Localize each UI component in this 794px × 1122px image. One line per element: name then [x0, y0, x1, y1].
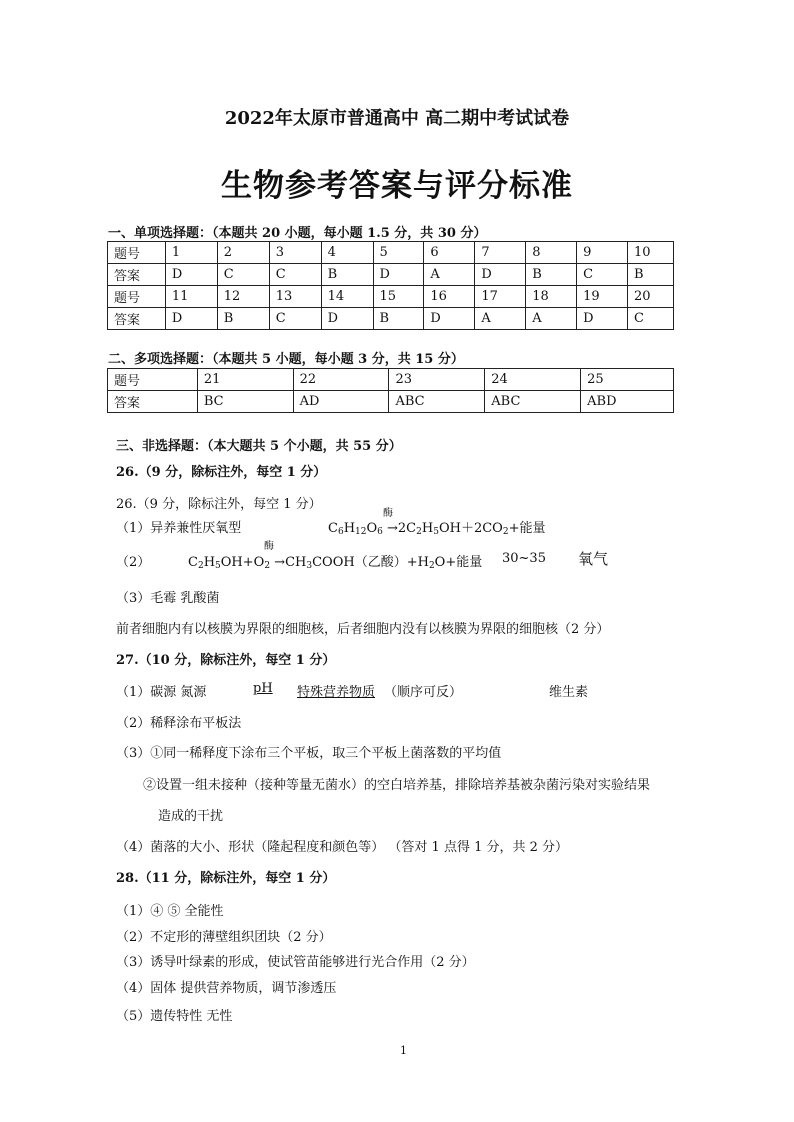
table-cell: 17: [475, 286, 526, 308]
table-cell: B: [373, 308, 424, 330]
table-cell: D: [165, 308, 217, 330]
row-label: 答案: [108, 391, 198, 413]
q27-line3: （3）①同一稀释度下涂布三个平板，取三个平板上菌落数的平均值: [116, 746, 502, 761]
table-cell: D: [165, 264, 217, 286]
table-cell: BC: [197, 391, 293, 413]
table-cell: AD: [293, 391, 389, 413]
table-cell: C: [269, 264, 321, 286]
q27-ph: pH: [253, 681, 273, 696]
q27-order-note: （顺序可反）: [384, 685, 463, 700]
q26-heading: 26.（9 分，除标注外，每空 1 分）: [116, 465, 327, 480]
table-row: [108, 242, 674, 264]
table-cell: B: [628, 264, 674, 286]
multiple-choice-table: [107, 368, 674, 413]
table-cell: 25: [581, 369, 674, 391]
q27-vitamin: 维生素: [549, 685, 589, 700]
table-cell: 24: [485, 369, 581, 391]
table-cell: 4: [321, 242, 373, 264]
exam-title: 2022年太原市普通高中 高二期中考试试卷: [224, 108, 570, 129]
table-cell: 6: [424, 242, 475, 264]
table-cell: 22: [293, 369, 389, 391]
q26-line1-label: （1）异养兼性厌氧型: [116, 521, 242, 536]
row-label: 题号: [108, 369, 198, 391]
table-cell: 9: [577, 242, 628, 264]
q27-line5: 造成的干扰: [158, 809, 224, 824]
table-cell: A: [475, 308, 526, 330]
q27-line4: ②设置一组未接种（接种等量无菌水）的空白培养基，排除培养基被杂菌污染对实验结果: [143, 778, 651, 793]
table-cell: 18: [526, 286, 577, 308]
enzyme-label-2: 酶: [264, 541, 274, 552]
table-cell: ABC: [485, 391, 581, 413]
q26-line4: 前者细胞内有以核膜为界限的细胞核，后者细胞内没有以核膜为界限的细胞核（2 分）: [116, 622, 610, 637]
temperature-range: 30~35: [502, 551, 546, 566]
table-cell: C: [217, 264, 269, 286]
table-row: [108, 369, 674, 391]
table-cell: A: [526, 308, 577, 330]
table-cell: D: [373, 264, 424, 286]
table-cell: C: [269, 308, 321, 330]
table-cell: 12: [217, 286, 269, 308]
section3-title: 三、非选择题：（本大题共 5 个小题，共 55 分）: [116, 439, 402, 454]
table-cell: D: [321, 308, 373, 330]
q27-heading: 27.（10 分，除标注外，每空 1 分）: [116, 653, 336, 668]
q26-heading-repeat: 26.（9 分，除标注外，每空 1 分）: [116, 497, 322, 512]
q28-line1: （1）④ ⑤ 全能性: [116, 904, 224, 919]
document-title: 生物参考答案与评分标准: [221, 168, 573, 204]
table-cell: 1: [165, 242, 217, 264]
table-cell: B: [217, 308, 269, 330]
table-cell: ABD: [581, 391, 674, 413]
table-cell: A: [424, 264, 475, 286]
table-row: [108, 391, 674, 413]
table-cell: D: [577, 308, 628, 330]
table-cell: B: [321, 264, 373, 286]
table-cell: 19: [577, 286, 628, 308]
table-cell: B: [526, 264, 577, 286]
q27-special-nutrients: 特殊营养物质: [297, 685, 376, 700]
table-cell: C: [628, 308, 674, 330]
row-label: 答案: [108, 308, 166, 330]
table-cell: 21: [197, 369, 293, 391]
table-cell: D: [424, 308, 475, 330]
q28-heading: 28.（11 分，除标注外，每空 1 分）: [116, 871, 336, 886]
single-choice-table: [107, 241, 674, 330]
fermentation-equation-2: $C_2H_5OH+O_2$ $\to CH_3COOH$（乙酸）$+H_2O+$能量: [188, 555, 483, 571]
table-cell: 15: [373, 286, 424, 308]
row-label: 答案: [108, 264, 166, 286]
table-row: [108, 264, 674, 286]
table-cell: 7: [475, 242, 526, 264]
row-label: 题号: [108, 286, 166, 308]
table-cell: 2: [217, 242, 269, 264]
table-cell: 5: [373, 242, 424, 264]
table-row: [108, 286, 674, 308]
table-cell: C: [577, 264, 628, 286]
q27-line1-part-a: （1）碳源 氮源: [116, 685, 207, 700]
q28-line2: （2）不定形的薄壁组织团块（2 分）: [116, 930, 332, 945]
q28-line3: （3）诱导叶绿素的形成，使试管苗能够进行光合作用（2 分）: [116, 955, 475, 970]
enzyme-label-1: 酶: [383, 508, 393, 519]
table-cell: 14: [321, 286, 373, 308]
page-number: 1: [400, 1044, 407, 1057]
table-cell: 11: [165, 286, 217, 308]
q26-line3: （3）毛霉 乳酸菌: [116, 591, 220, 606]
row-label: 题号: [108, 242, 166, 264]
q28-line4: （4）固体 提供营养物质，调节渗透压: [116, 981, 337, 996]
table-cell: D: [475, 264, 526, 286]
table-cell: 3: [269, 242, 321, 264]
fermentation-equation-1: $C_6H_{12}O_6 \to 2C_2H_5OH+2CO_2+$能量: [328, 521, 546, 537]
q28-line5: （5）遗传特性 无性: [116, 1009, 233, 1024]
section2-title: 二、多项选择题：（本题共 5 小题，每小题 3 分，共 15 分）: [108, 352, 464, 367]
q26-line2-label: （2）: [116, 555, 151, 570]
table-cell: 16: [424, 286, 475, 308]
table-cell: ABC: [389, 391, 485, 413]
table-cell: 8: [526, 242, 577, 264]
table-cell: 10: [628, 242, 674, 264]
q27-line6: （4）菌落的大小、形状（隆起程度和颜色等） （答对 1 点得 1 分，共 2 分）: [116, 840, 569, 855]
section1-title: 一、单项选择题：（本题共 20 小题，每小题 1.5 分，共 30 分）: [108, 226, 487, 241]
q27-line1: [116, 681, 206, 700]
table-cell: 13: [269, 286, 321, 308]
oxygen-answer: 氧气: [578, 550, 609, 568]
table-cell: 23: [389, 369, 485, 391]
table-cell: 20: [628, 286, 674, 308]
table-row: [108, 308, 674, 330]
q27-line2: （2）稀释涂布平板法: [116, 716, 242, 731]
